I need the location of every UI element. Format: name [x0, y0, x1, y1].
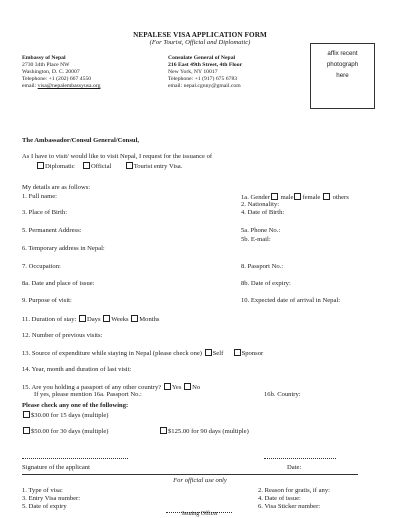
- duration-label: 11. Duration of stay:: [22, 316, 77, 323]
- salutation: The Ambassador/Consul General/Consul,: [22, 137, 140, 144]
- official-date-of-expiry: 5. Date of expiry: [22, 503, 67, 510]
- fee-90-label: $125.00 for 90 days (multiple): [168, 428, 249, 435]
- fee-option-30-days: [22, 427, 108, 435]
- field-phone: 5a. Phone No.:: [241, 227, 281, 234]
- checkbox-tourist[interactable]: [126, 162, 133, 169]
- date-line: [264, 458, 336, 459]
- fee-option-15-days: [22, 411, 108, 419]
- official-type-of-visa: 1. Type of visa:: [22, 487, 63, 494]
- embassy-address: [22, 55, 100, 90]
- official-entry-visa-number: 3. Entry Visa number:: [22, 495, 81, 502]
- fee-option-90-days: [159, 427, 249, 435]
- checkbox-yes[interactable]: [164, 383, 171, 390]
- embassy-street: 2730 34th Place NW: [22, 62, 70, 68]
- signature-line: [22, 458, 128, 459]
- field-permanent-address: 5. Permanent Address:: [22, 227, 82, 234]
- checkbox-official[interactable]: [83, 162, 90, 169]
- gender-others: others: [332, 194, 349, 201]
- consulate-address: [168, 55, 242, 90]
- field-temp-address: 6. Temporary address in Nepal:: [22, 245, 105, 252]
- field-purpose: 9. Purpose of visit:: [22, 297, 72, 304]
- embassy-email-label: email:: [22, 83, 38, 89]
- official-reason-gratis: 2. Reason for gratis, if any:: [258, 487, 330, 494]
- checkbox-no[interactable]: [184, 383, 191, 390]
- expenditure-self: Self: [212, 350, 224, 357]
- duration-weeks: Weeks: [111, 316, 129, 323]
- field-full-name: 1. Full name:: [22, 193, 57, 200]
- gender-label: 1a. Gender: [241, 194, 270, 201]
- expenditure-label: 13. Source of expenditure while staying in Nepal (please check one): [22, 350, 202, 357]
- visa-type-tourist: Tourist entry Visa.: [133, 163, 183, 170]
- checkbox-weeks[interactable]: [103, 315, 110, 322]
- checkbox-female[interactable]: [294, 193, 301, 200]
- field-expenditure: [22, 349, 263, 357]
- intro-text: As I have to visit/ would like to visit Nepal, I request for the issuance of: [22, 153, 213, 160]
- checkbox-fee-30[interactable]: [23, 427, 30, 434]
- checkbox-fee-15[interactable]: [23, 411, 30, 418]
- field-place-of-birth: 3. Place of Birth:: [22, 209, 68, 216]
- photo-placeholder-box: [310, 43, 375, 109]
- field-date-of-birth: 4. Date of Birth:: [241, 209, 285, 216]
- fee-30-label: $50.00 for 30 days (multiple): [31, 428, 109, 435]
- checkbox-months[interactable]: [131, 315, 138, 322]
- fees-heading: Please check any one of the following:: [22, 402, 129, 409]
- checkbox-others[interactable]: [323, 193, 330, 200]
- consulate-name: Consulate General of Nepal: [168, 55, 236, 61]
- official-divider: [22, 474, 358, 475]
- signature-date-label: Date:: [287, 464, 302, 471]
- field-gender: [241, 193, 349, 201]
- field-arrival-date: 10. Expected date of arrival in Nepal:: [241, 297, 341, 304]
- field-occupation: 7. Occupation:: [22, 263, 61, 270]
- details-heading: My details are as follows:: [22, 184, 91, 191]
- consulate-telephone: Telephone: +1 (917) 675 6783: [168, 76, 238, 82]
- field-if-yes: If yes, please mention 16a. Passport No.:: [34, 391, 142, 398]
- field-last-visit: 14. Year, month and duration of last visit:: [22, 366, 132, 373]
- other-passport-yes: Yes: [171, 384, 182, 391]
- visa-type-official: Official: [90, 163, 112, 170]
- embassy-name: Embassy of Nepal: [22, 55, 66, 61]
- other-passport-label: 15. Are you holding a passport of any other country?: [22, 384, 162, 391]
- consulate-city: New York, NY 10017: [168, 69, 218, 75]
- photo-box-line1: affix recent: [327, 50, 358, 57]
- field-date-place-issue: 8a. Date and place of issue:: [22, 280, 95, 287]
- expenditure-sponsor: Sponsor: [241, 350, 264, 357]
- official-heading: For official use only: [173, 477, 227, 484]
- checkbox-days[interactable]: [79, 315, 86, 322]
- form-subtitle: (For Tourist, Official and Diplomatic): [149, 39, 251, 46]
- checkbox-diplomatic[interactable]: [37, 162, 44, 169]
- signature-applicant-label: Signature of the applicant: [22, 464, 90, 471]
- field-other-passport: [22, 383, 200, 391]
- field-previous-visits: 12. Number of previous visits:: [22, 332, 103, 339]
- photo-box-line3: here: [336, 72, 349, 79]
- field-duration: [22, 315, 159, 323]
- checkbox-self[interactable]: [205, 349, 212, 356]
- consulate-email: email: nepal.cgnny@gmail.com: [168, 83, 241, 89]
- form-title: NEPALESE VISA APPLICATION FORM: [133, 31, 267, 39]
- photo-box-line2: photograph: [326, 61, 359, 68]
- embassy-telephone: Telephone: +1 (202) 667 4550: [22, 76, 92, 82]
- consulate-street: 216 East 49th Street, 4th Floor: [168, 62, 243, 68]
- duration-days: Days: [86, 316, 101, 323]
- visa-type-options: [36, 162, 182, 170]
- field-email: 5b. E-mail:: [241, 236, 271, 243]
- issuing-officer-label: Issuing Officer: [181, 511, 219, 517]
- official-date-of-issue: 4. Date of issue:: [258, 495, 301, 502]
- checkbox-male[interactable]: [271, 193, 278, 200]
- field-nationality: 2. Nationality:: [241, 201, 280, 208]
- checkbox-sponsor[interactable]: [234, 349, 241, 356]
- checkbox-fee-90[interactable]: [160, 427, 167, 434]
- field-country: 16b. Country:: [264, 391, 301, 398]
- gender-male: male: [280, 194, 294, 201]
- embassy-email-line: [22, 83, 100, 90]
- field-passport-no: 8. Passport No.:: [241, 263, 284, 270]
- embassy-email-link[interactable]: visa@nepalembassyusa.org: [37, 83, 101, 89]
- official-visa-sticker: 6. Visa Sticker number:: [258, 503, 321, 510]
- field-date-expiry: 8b. Date of expiry:: [241, 280, 291, 287]
- embassy-city: Washington, D. C. 20007: [22, 69, 80, 75]
- duration-months: Months: [139, 316, 160, 323]
- other-passport-no: No: [192, 384, 201, 391]
- gender-female: female: [302, 194, 321, 201]
- visa-type-diplomatic: Diplomatic: [45, 163, 75, 170]
- fee-15-label: $30.00 for 15 days (multiple): [31, 412, 109, 419]
